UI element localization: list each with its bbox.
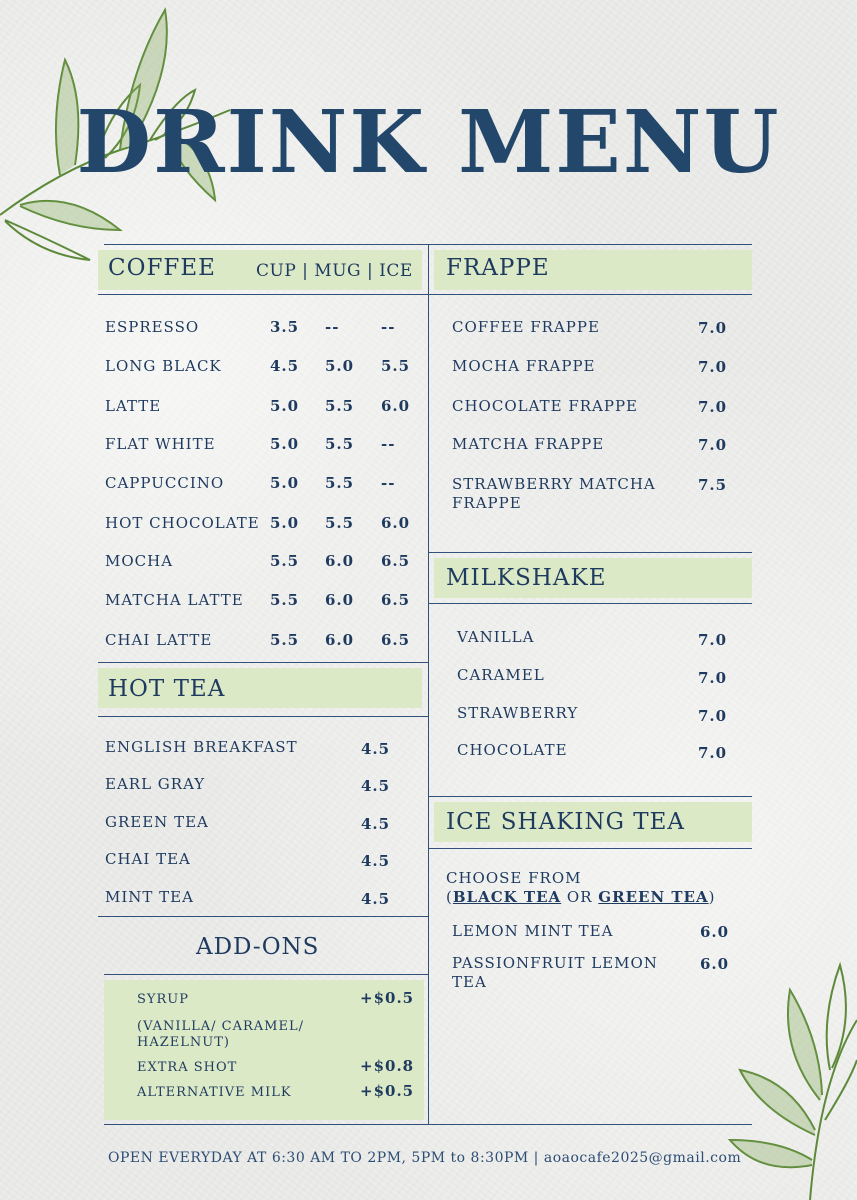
option-black-tea: BLACK TEA — [452, 888, 562, 906]
hot-tea-item-name: EARL GRAY — [105, 775, 206, 793]
coffee-price-ice: 6.0 — [381, 514, 411, 532]
coffee-price-cup: 5.0 — [270, 474, 300, 492]
coffee-price-cup: 5.5 — [270, 591, 300, 609]
frappe-price: 7.5 — [698, 476, 728, 494]
footer-hours-contact: OPEN EVERYDAY AT 6:30 AM TO 2PM, 5PM to 8:30PM | aoaocafe2025@gmail.com — [108, 1150, 742, 1166]
milkshake-title: MILKSHAKE — [446, 565, 607, 591]
coffee-price-cup: 5.0 — [270, 514, 300, 532]
frappe-title: FRAPPE — [446, 255, 550, 281]
milkshake-item-name: CHOCOLATE — [457, 741, 568, 759]
divider — [428, 294, 752, 295]
frappe-price: 7.0 — [698, 358, 728, 376]
divider — [428, 244, 429, 1124]
milkshake-price: 7.0 — [698, 631, 728, 649]
coffee-price-ice: 6.5 — [381, 552, 411, 570]
frappe-price: 7.0 — [698, 398, 728, 416]
frappe-price: 7.0 — [698, 436, 728, 454]
close-paren: ) — [708, 888, 716, 906]
coffee-item-name: HOT CHOCOLATE — [105, 514, 260, 532]
coffee-price-cup: 5.5 — [270, 552, 300, 570]
coffee-price-mug: 5.5 — [325, 514, 355, 532]
ice-tea-item-name-cont: TEA — [452, 973, 487, 991]
ice-tea-options — [446, 888, 715, 907]
frappe-item-name: COFFEE FRAPPE — [452, 318, 600, 336]
coffee-price-ice: -- — [381, 435, 396, 453]
or-word: OR — [561, 888, 599, 906]
frappe-item-name: MOCHA FRAPPE — [452, 357, 596, 375]
divider — [98, 716, 428, 717]
divider — [104, 1124, 752, 1125]
coffee-price-mug: 6.0 — [325, 591, 355, 609]
divider — [428, 552, 752, 553]
addons-title: ADD-ONS — [196, 934, 320, 960]
hot-tea-price: 4.5 — [361, 890, 391, 908]
addon-item-name: HAZELNUT) — [137, 1035, 230, 1050]
coffee-price-cup: 5.0 — [270, 435, 300, 453]
coffee-price-mug: 5.5 — [325, 474, 355, 492]
ice-tea-price: 6.0 — [700, 955, 730, 973]
addon-item-name: ALTERNATIVE MILK — [137, 1085, 292, 1100]
page-title: DRINK MENU — [76, 92, 781, 193]
coffee-item-name: LONG BLACK — [105, 357, 222, 375]
addon-item-name: EXTRA SHOT — [137, 1060, 238, 1075]
ice-tea-title: ICE SHAKING TEA — [446, 809, 686, 835]
option-green-tea: GREEN TEA — [598, 888, 709, 906]
frappe-item-name: CHOCOLATE FRAPPE — [452, 397, 638, 415]
frappe-item-name: MATCHA FRAPPE — [452, 435, 605, 453]
coffee-price-cup: 5.0 — [270, 397, 300, 415]
ice-tea-price: 6.0 — [700, 923, 730, 941]
coffee-price-ice: -- — [381, 474, 396, 492]
milkshake-price: 7.0 — [698, 669, 728, 687]
coffee-price-ice: 6.5 — [381, 591, 411, 609]
divider — [104, 974, 428, 975]
coffee-item-name: FLAT WHITE — [105, 435, 216, 453]
milkshake-item-name: STRAWBERRY — [457, 704, 579, 722]
hot-tea-title: HOT TEA — [108, 676, 226, 702]
addon-price: +$0.5 — [360, 989, 415, 1007]
coffee-item-name: CAPPUCCINO — [105, 474, 225, 492]
open-paren: ( — [446, 888, 453, 906]
frappe-item-name: STRAWBERRY MATCHA — [452, 475, 656, 493]
hot-tea-price: 4.5 — [361, 740, 391, 758]
coffee-price-mug: 5.5 — [325, 435, 355, 453]
coffee-title: COFFEE — [108, 255, 216, 281]
coffee-price-mug: 5.0 — [325, 357, 355, 375]
coffee-item-name: MOCHA — [105, 552, 174, 570]
divider — [98, 662, 428, 663]
coffee-price-mug: 5.5 — [325, 397, 355, 415]
hot-tea-item-name: GREEN TEA — [105, 813, 209, 831]
coffee-item-name: ESPRESSO — [105, 318, 200, 336]
hot-tea-price: 4.5 — [361, 815, 391, 833]
coffee-price-mug: -- — [325, 318, 340, 336]
coffee-column-headers: CUP | MUG | ICE — [256, 261, 413, 281]
hot-tea-price: 4.5 — [361, 777, 391, 795]
divider — [98, 294, 428, 295]
divider — [428, 796, 752, 797]
hot-tea-item-name: CHAI TEA — [105, 850, 191, 868]
hot-tea-item-name: MINT TEA — [105, 888, 194, 906]
milkshake-price: 7.0 — [698, 707, 728, 725]
addon-item-name: (VANILLA/ CARAMEL/ — [137, 1019, 304, 1034]
coffee-price-ice: 6.5 — [381, 631, 411, 649]
coffee-price-cup: 4.5 — [270, 357, 300, 375]
coffee-item-name: MATCHA LATTE — [105, 591, 244, 609]
hot-tea-item-name: ENGLISH BREAKFAST — [105, 738, 298, 756]
divider — [98, 916, 428, 917]
milkshake-item-name: CARAMEL — [457, 666, 545, 684]
ice-tea-choose-label: CHOOSE FROM — [446, 869, 582, 887]
coffee-item-name: LATTE — [105, 397, 162, 415]
coffee-price-ice: 6.0 — [381, 397, 411, 415]
coffee-price-cup: 3.5 — [270, 318, 300, 336]
coffee-price-ice: 5.5 — [381, 357, 411, 375]
addon-item-name: SYRUP — [137, 992, 189, 1007]
coffee-price-mug: 6.0 — [325, 552, 355, 570]
milkshake-price: 7.0 — [698, 744, 728, 762]
frappe-price: 7.0 — [698, 319, 728, 337]
ice-tea-item-name: PASSIONFRUIT LEMON — [452, 954, 658, 972]
divider — [428, 603, 752, 604]
hot-tea-price: 4.5 — [361, 852, 391, 870]
coffee-price-mug: 6.0 — [325, 631, 355, 649]
coffee-item-name: CHAI LATTE — [105, 631, 213, 649]
coffee-price-cup: 5.5 — [270, 631, 300, 649]
frappe-item-name-cont: FRAPPE — [452, 494, 522, 512]
milkshake-item-name: VANILLA — [457, 628, 535, 646]
addon-price: +$0.8 — [360, 1057, 415, 1075]
divider — [428, 848, 752, 849]
coffee-price-ice: -- — [381, 318, 396, 336]
ice-tea-item-name: LEMON MINT TEA — [452, 922, 614, 940]
addon-price: +$0.5 — [360, 1082, 415, 1100]
